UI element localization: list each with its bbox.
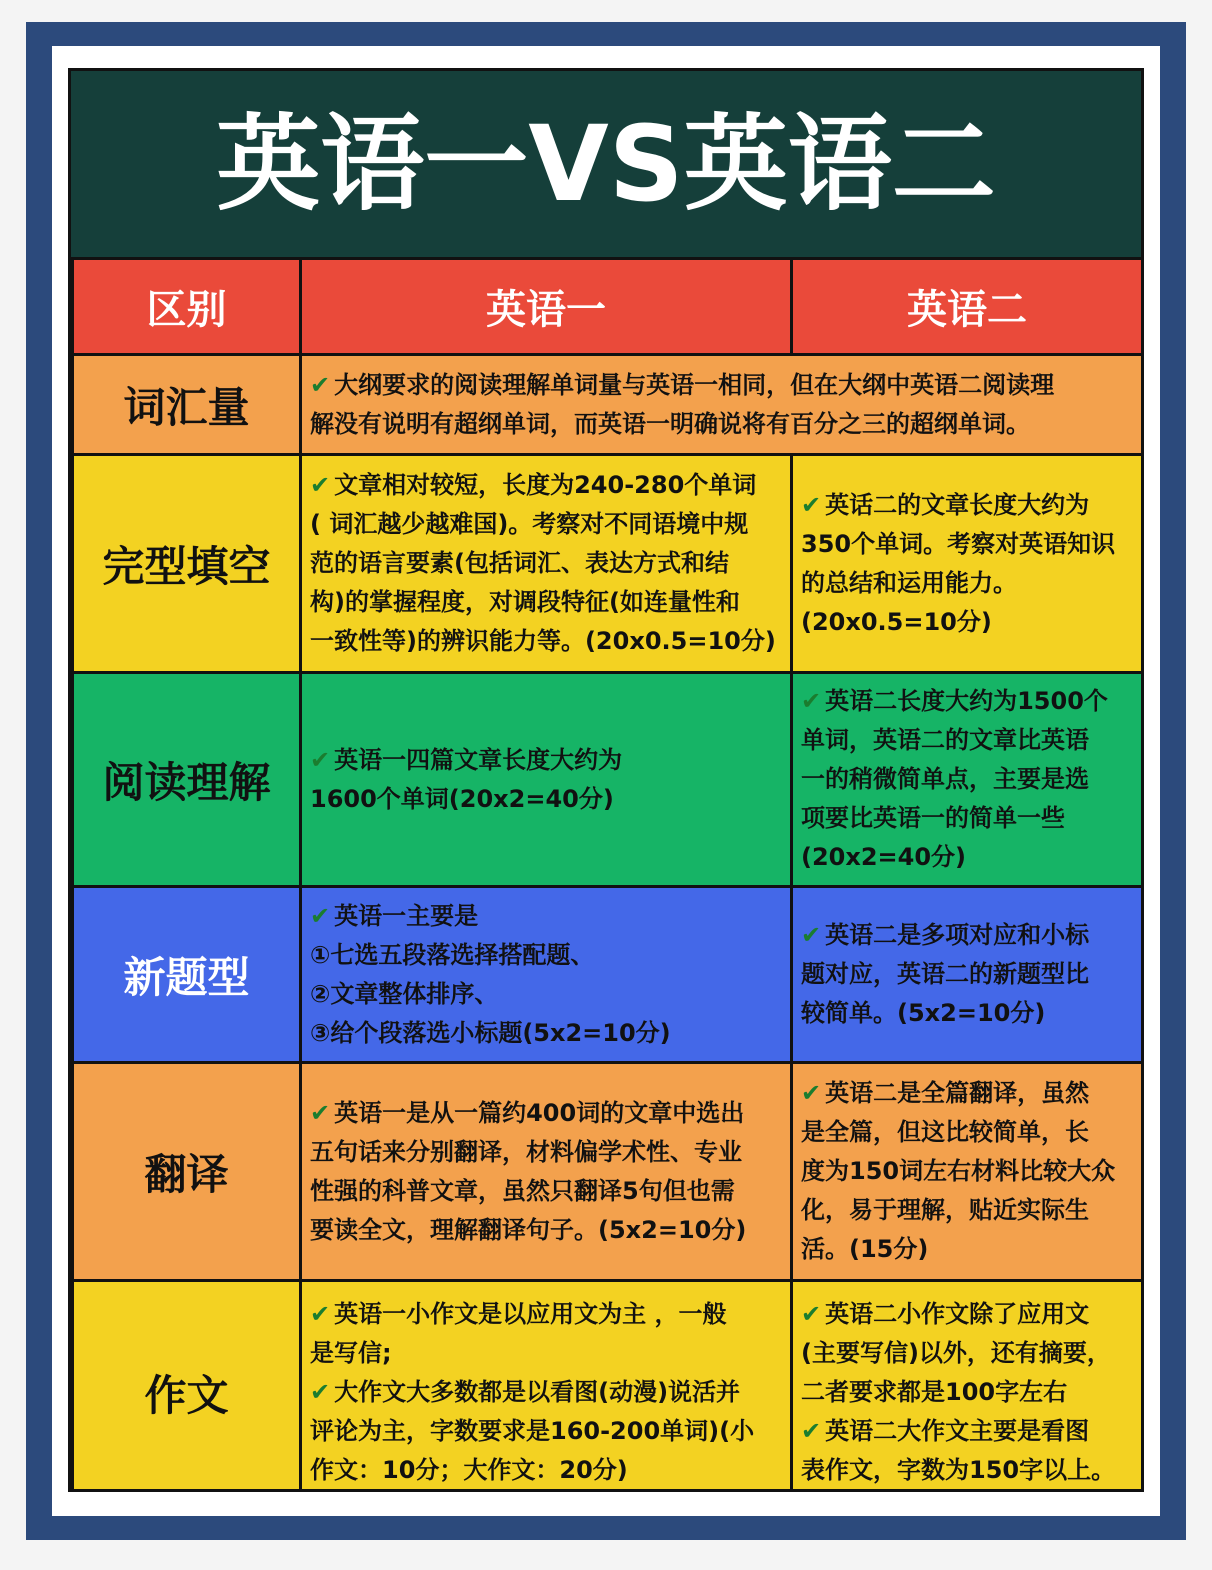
comparison-table [71, 257, 1144, 1492]
header-row [73, 259, 1143, 355]
cell-english-one: ✔ 英语一四篇文章长度大约为 1600个单词(20x2=40分) [301, 673, 792, 887]
check-icon: ✔ [801, 921, 822, 949]
row-new-question-type [73, 887, 1143, 1063]
cell-english-one: ✔ 英语一是从一篇约400词的文章中选出 五句话来分别翻译，材料偏学术性、专业 性强的科普文章，虽然只翻译5句但也需 要读全文，理解翻译句子。(5x2=10分) [301, 1063, 792, 1281]
cell-english-one: ✔ 英语一主要是 ①七选五段落选择搭配题、 ②文章整体排序、 ③给个段落选小标题(5x2=10分) [301, 887, 792, 1063]
row-label: 作文 [73, 1281, 301, 1493]
check-icon: ✔ [310, 471, 331, 499]
cell-english-one: ✔ 英语一小作文是以应用文为主 ，一般 是写信; ✔ 大作文大多数都是以看图(动漫)说活并 评论为主，字数要求是160-200单词)(小 作文：10分；大作文：20分) [301, 1281, 792, 1493]
check-icon: ✔ [310, 901, 331, 930]
cell-merged: ✔ 大纲要求的阅读理解单词量与英语一相同，但在大纲中英语二阅读理 解没有说明有超纲单词，而英语一明确说将有百分之三的超纲单词。 [301, 355, 1143, 455]
row-label: 翻译 [73, 1063, 301, 1281]
check-icon: ✔ [310, 745, 331, 774]
row-cloze [73, 455, 1143, 673]
comparison-board [68, 68, 1144, 1492]
cell-english-two: ✔ 英话二的文章长度大约为 350个单词。考察对英语知识 的总结和运用能力。 (20x0.5=10分) [792, 455, 1143, 673]
check-icon: ✔ [801, 1417, 822, 1445]
header-difference: 区别 [73, 259, 301, 355]
row-label: 阅读理解 [73, 673, 301, 887]
check-icon: ✔ [801, 687, 822, 715]
row-vocabulary [73, 355, 1143, 455]
cell-english-two: ✔ 英语二小作文除了应用文 (主要写信)以外，还有摘要， 二者要求都是100字左右 ✔ 英语二大作文主要是看图 表作文，字数为150字以上。 [792, 1281, 1143, 1493]
title-bar [71, 71, 1141, 257]
cell-english-two: ✔ 英语二是多项对应和小标 题对应，英语二的新题型比 较简单。(5x2=10分) [792, 887, 1143, 1063]
check-icon: ✔ [310, 1378, 331, 1406]
row-label: 新题型 [73, 887, 301, 1063]
check-icon: ✔ [310, 1300, 331, 1328]
check-icon: ✔ [310, 370, 331, 399]
header-english-one: 英语一 [301, 259, 792, 355]
row-translation [73, 1063, 1143, 1281]
header-english-two: 英语二 [792, 259, 1143, 355]
cell-english-two: ✔ 英语二长度大约为1500个 单词，英语二的文章比英语 一的稍微简单点，主要是选 项要比英语一的简单一些 (20x2=40分) [792, 673, 1143, 887]
cell-english-one: ✔ 文章相对较短，长度为240-280个单词 ( 词汇越少越难国)。考察对不同语境中规 范的语言要素(包括词汇、表达方式和结 构)的掌握程度，对调段特征(如连量性和 一致性等)的辨识能力等。(20x0.5=10分) [301, 455, 792, 673]
check-icon: ✔ [801, 1300, 822, 1328]
check-icon: ✔ [801, 490, 822, 519]
check-icon: ✔ [801, 1079, 822, 1107]
cell-english-two: ✔ 英语二是全篇翻译，虽然 是全篇，但这比较简单，长 度为150词左右材料比较大众 化，易于理解，贴近实际生 活。(15分) [792, 1063, 1143, 1281]
page-title: 英语一VS英语二 [216, 103, 996, 225]
row-label: 完型填空 [73, 455, 301, 673]
row-reading [73, 673, 1143, 887]
row-label: 词汇量 [73, 355, 301, 455]
row-essay [73, 1281, 1143, 1493]
check-icon: ✔ [310, 1098, 331, 1127]
